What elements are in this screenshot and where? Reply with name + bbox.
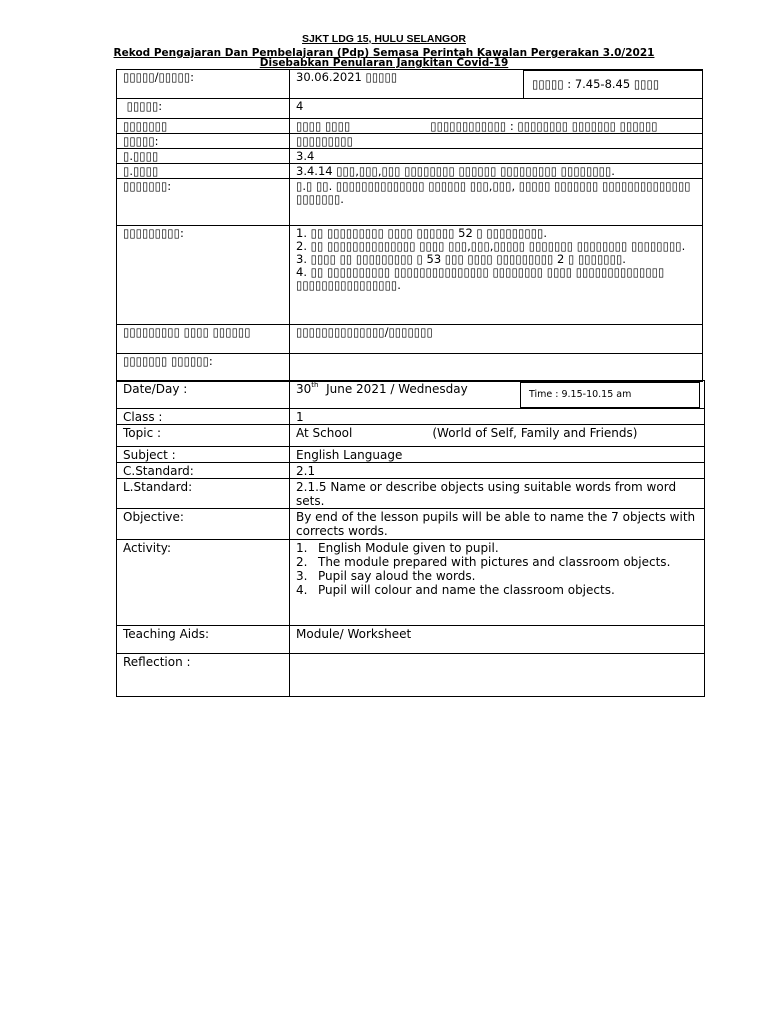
- english-class-value: 1: [290, 409, 705, 425]
- english-aids-value: Module/ Worksheet: [290, 626, 705, 654]
- english-reflection-value: [290, 654, 705, 697]
- tamil-time-box: ▯▯▯▯▯ : 7.45-8.45 ▯▯▯▯: [523, 70, 703, 99]
- english-activity-item: [296, 569, 698, 583]
- english-topic-value: At School: [296, 426, 353, 440]
- english-objective-label: Objective:: [117, 509, 290, 540]
- tamil-objective-value: ▯.▯ ▯▯. ▯▯▯▯▯▯▯▯▯▯▯▯▯▯ ▯▯▯▯▯▯ ▯▯▯,▯▯▯, ▯▯▯▯▯ ▯▯▯▯▯▯▯ ▯▯▯▯▯▯▯▯▯▯▯▯▯▯ ▯▯▯▯▯▯▯.: [290, 179, 703, 226]
- tamil-date-value: 30.06.2021 ▯▯▯▯▯: [290, 70, 703, 99]
- tamil-activity-item: 2. ▯▯ ▯▯▯▯▯▯▯▯▯▯▯▯▯▯ ▯▯▯▯ ▯▯▯,▯▯▯,▯▯▯▯▯ ▯▯▯▯▯▯▯ ▯▯▯▯▯▯▯▯ ▯▯▯▯▯▯▯▯.: [296, 239, 686, 253]
- english-activity-label: Activity:: [117, 540, 290, 626]
- english-class-label: Class :: [117, 409, 290, 425]
- english-activity-number: 2.: [296, 555, 308, 569]
- english-topic-label: Topic :: [117, 425, 290, 447]
- english-activity-item: [296, 541, 698, 555]
- english-lesson-plan-table: [116, 380, 705, 697]
- tamil-content-standard-value: 3.4: [290, 149, 703, 164]
- english-learning-standard-value: 2.1.5 Name or describe objects using suitable words from word sets.: [290, 479, 705, 509]
- tamil-reflection-label: ▯▯▯▯▯▯▯ ▯▯▯▯▯▯:: [117, 354, 290, 382]
- english-content-standard-value: 2.1: [290, 463, 705, 479]
- tamil-date-label: ▯▯▯▯▯/▯▯▯▯▯:: [117, 70, 290, 99]
- tamil-lesson-plan-table: [116, 69, 703, 382]
- english-time-box: Time : 9.15-10.15 am: [520, 382, 700, 408]
- english-activity-item: [296, 583, 698, 597]
- tamil-class-label: ▯▯▯▯▯:: [117, 99, 290, 119]
- english-activity-item: [296, 555, 698, 569]
- english-aids-label: Teaching Aids:: [117, 626, 290, 654]
- tamil-class-value: 4: [290, 99, 703, 119]
- tamil-topic-value: ▯▯▯▯ ▯▯▯▯: [296, 119, 351, 133]
- tamil-activity-item: 4. ▯▯ ▯▯▯▯▯▯▯▯▯▯ ▯▯▯▯▯▯▯▯▯▯▯▯▯▯▯ ▯▯▯▯▯▯▯▯ ▯▯▯▯ ▯▯▯▯▯▯▯▯▯▯▯▯▯▯ ▯▯▯▯▯▯▯▯▯▯▯▯▯▯▯▯.: [296, 265, 665, 292]
- english-activity-number: 1.: [296, 541, 308, 555]
- english-date-rest: June 2021 / Wednesday: [318, 382, 468, 396]
- school-title: SJKT LDG 15, HULU SELANGOR: [302, 33, 466, 45]
- tamil-content-standard-label: ▯.▯▯▯▯: [117, 149, 290, 164]
- tamil-reflection-value: [290, 354, 703, 382]
- tamil-aids-label: ▯▯▯▯▯▯▯▯▯ ▯▯▯▯ ▯▯▯▯▯▯: [117, 325, 290, 354]
- english-activity-text: The module prepared with pictures and classroom objects.: [318, 555, 671, 569]
- tamil-subject-value: ▯▯▯▯▯▯▯▯▯: [290, 134, 703, 149]
- tamil-learning-standard-value: 3.4.14 ▯▯▯,▯▯▯,▯▯▯ ▯▯▯▯▯▯▯▯ ▯▯▯▯▯▯ ▯▯▯▯▯▯▯▯▯ ▯▯▯▯▯▯▯▯.: [290, 164, 703, 179]
- english-date-day: 30: [296, 382, 312, 396]
- english-activity-text: Pupil say aloud the words.: [318, 569, 476, 583]
- record-title-line2: Disebabkan Penularan Jangkitan Covid-19: [259, 57, 509, 69]
- tamil-learning-standard-label: ▯.▯▯▯▯: [117, 164, 290, 179]
- english-activity-text: English Module given to pupil.: [318, 541, 499, 555]
- tamil-activity-label: ▯▯▯▯▯▯▯▯▯:: [117, 226, 290, 325]
- english-activity-number: 3.: [296, 569, 308, 583]
- tamil-subject-label: ▯▯▯▯▯:: [117, 134, 290, 149]
- tamil-topic-theme: ▯▯▯▯▯▯▯▯▯▯▯▯ : ▯▯▯▯▯▯▯▯ ▯▯▯▯▯▯▯ ▯▯▯▯▯▯: [430, 119, 658, 133]
- tamil-activity-item: 3. ▯▯▯▯ ▯▯ ▯▯▯▯▯▯▯▯▯ ▯ 53 ▯▯▯ ▯▯▯▯ ▯▯▯▯▯▯▯▯▯ 2 ▯ ▯▯▯▯▯▯▯.: [296, 252, 626, 266]
- tamil-aids-value: ▯▯▯▯▯▯▯▯▯▯▯▯▯▯/▯▯▯▯▯▯▯: [290, 325, 703, 354]
- tamil-topic-cell: [290, 119, 703, 134]
- tamil-activity-item: 1. ▯▯ ▯▯▯▯▯▯▯▯▯ ▯▯▯▯ ▯▯▯▯▯▯ 52 ▯ ▯▯▯▯▯▯▯▯▯.: [296, 226, 548, 240]
- english-content-standard-label: C.Standard:: [117, 463, 290, 479]
- english-subject-label: Subject :: [117, 447, 290, 463]
- tamil-objective-label: ▯▯▯▯▯▯▯:: [117, 179, 290, 226]
- record-title-line1: Rekod Pengajaran Dan Pembelajaran (Pdp) Semasa Perintah Kawalan Pergerakan 3.0/2021: [113, 47, 655, 59]
- tamil-activity-list: [290, 226, 703, 325]
- english-activity-list: [290, 540, 705, 626]
- english-topic-theme: (World of Self, Family and Friends): [432, 426, 638, 440]
- english-learning-standard-label: L.Standard:: [117, 479, 290, 509]
- english-date-label: Date/Day :: [117, 381, 290, 409]
- tamil-topic-label: ▯▯▯▯▯▯▯: [117, 119, 290, 134]
- english-date-suffix: th: [311, 381, 319, 389]
- english-reflection-label: Reflection :: [117, 654, 290, 697]
- english-activity-number: 4.: [296, 583, 308, 597]
- english-objective-value: By end of the lesson pupils will be able to name the 7 objects with corrects words.: [290, 509, 705, 540]
- english-subject-value: English Language: [290, 447, 705, 463]
- english-activity-text: Pupil will colour and name the classroom objects.: [318, 583, 615, 597]
- english-topic-cell: [290, 425, 705, 447]
